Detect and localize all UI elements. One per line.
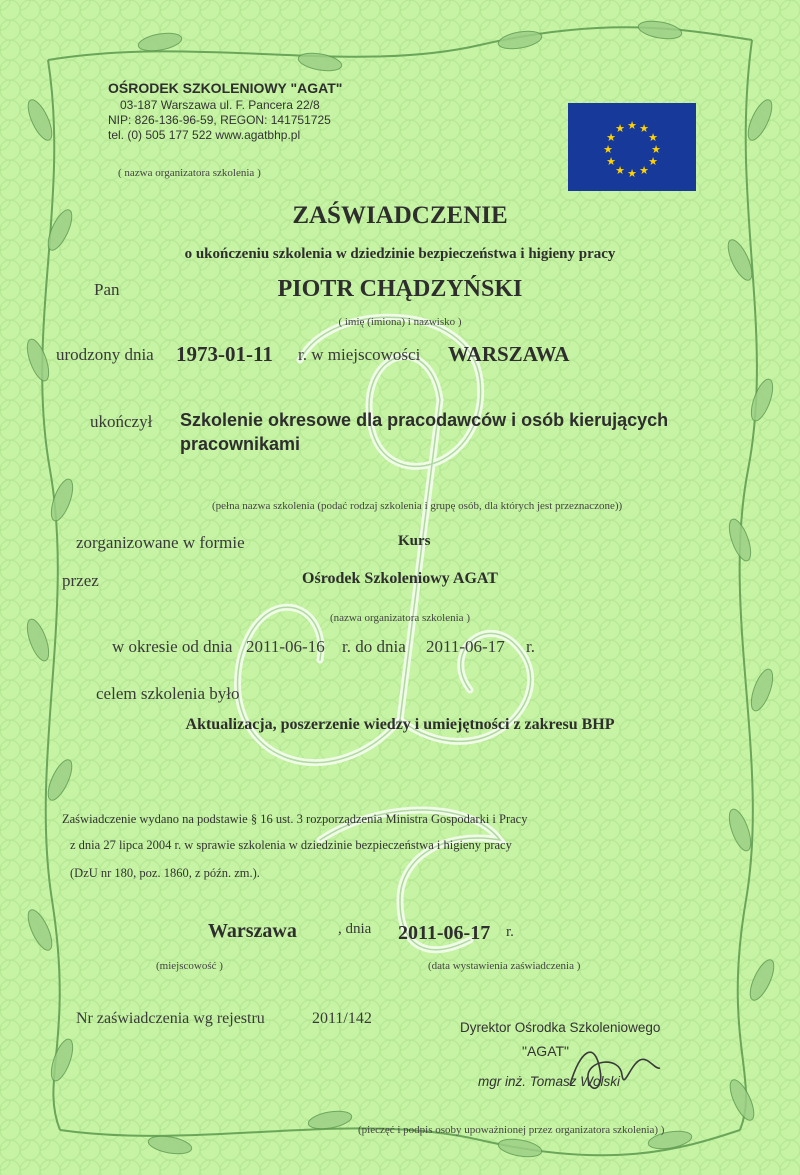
- svg-text:★: ★: [639, 164, 649, 177]
- organizer-name: OŚRODEK SZKOLENIOWY "AGAT": [108, 80, 343, 96]
- born-label: urodzony dnia: [56, 345, 154, 364]
- signature-caption: (pieczęć i podpis osoby upoważnionej przez organizatora szkolenia) ): [358, 1124, 665, 1136]
- issue-place-caption: (miejscowość ): [156, 960, 223, 972]
- svg-text:★: ★: [627, 119, 637, 132]
- registry-number: 2011/142: [312, 1010, 372, 1027]
- issue-place: Warszawa: [208, 920, 297, 942]
- person-name: PIOTR CHĄDZYŃSKI: [277, 276, 523, 302]
- svg-text:★: ★: [615, 164, 625, 177]
- period-to-label: r. do dnia: [342, 637, 406, 656]
- issue-date-suffix: r.: [506, 924, 514, 940]
- organizer-ids: NIP: 826-136-96-59, REGON: 141751725: [108, 113, 331, 127]
- goal-label: celem szkolenia było: [96, 684, 240, 703]
- signature-title-line1: Dyrektor Ośrodka Szkoleniowego: [460, 1020, 661, 1035]
- course-form: Kurs: [398, 533, 431, 549]
- issue-date: 2011-06-17: [398, 922, 491, 944]
- date-to: 2011-06-17: [426, 637, 505, 656]
- legal-line1: Zaświadczenie wydano na podstawie § 16 ust. 3 rozporządzenia Ministra Gospodarki i Pracy: [62, 812, 528, 826]
- svg-text:★: ★: [648, 155, 658, 168]
- svg-text:★: ★: [615, 122, 625, 135]
- course-name-line1: Szkolenie okresowe dla pracodawców i osób kierujących: [180, 410, 669, 430]
- course-name-line2: pracownikami: [180, 434, 301, 454]
- course-organizer: Ośrodek Szkoleniowy AGAT: [302, 570, 498, 587]
- by-label: przez: [62, 571, 99, 590]
- svg-text:★: ★: [603, 143, 613, 156]
- issue-date-label: , dnia: [338, 921, 372, 937]
- course-goal: Aktualizacja, poszerzenie wiedzy i umiejętności z zakresu BHP: [185, 716, 615, 733]
- birth-date: 1973-01-11: [176, 342, 273, 366]
- period-from-label: w okresie od dnia: [112, 637, 233, 656]
- salutation-label: Pan: [94, 280, 120, 299]
- period-end-label: r.: [526, 637, 535, 656]
- signature-title-line2: "AGAT": [522, 1043, 570, 1059]
- issue-date-caption: (data wystawienia zaświadczenia ): [428, 960, 581, 972]
- svg-text:★: ★: [606, 155, 616, 168]
- legal-line2: z dnia 27 lipca 2004 r. w sprawie szkolenia w dziedzinie bezpieczeństwa i higieny pracy: [70, 838, 512, 852]
- svg-text:★: ★: [648, 131, 658, 144]
- svg-text:★: ★: [606, 131, 616, 144]
- legal-line3: (DzU nr 180, poz. 1860, z późn. zm.).: [70, 866, 260, 880]
- signature-scribble-icon: [560, 1030, 670, 1100]
- completed-label: ukończył: [90, 412, 153, 431]
- date-from: 2011-06-16: [246, 637, 325, 656]
- form-label: zorganizowane w formie: [76, 533, 245, 552]
- svg-text:★: ★: [651, 143, 661, 156]
- organizer-contact: tel. (0) 505 177 522 www.agatbhp.pl: [108, 128, 301, 142]
- registry-label: Nr zaświadczenia wg rejestru: [76, 1010, 265, 1027]
- eu-flag-icon: [568, 103, 696, 191]
- birth-place-label: r. w miejscowości: [298, 345, 421, 364]
- organizer-address: 03-187 Warszawa ul. F. Pancera 22/8: [120, 98, 320, 112]
- certificate-title: ZAŚWIADCZENIE: [292, 202, 508, 229]
- person-name-caption: ( imię (imiona) i nazwisko ): [338, 316, 462, 328]
- svg-text:★: ★: [639, 122, 649, 135]
- course-name-caption: (pełna nazwa szkolenia (podać rodzaj szkolenia i grupę osób, dla których jest przeznaczone)): [212, 500, 623, 512]
- signature-name: mgr inż. Tomasz Wolski: [478, 1074, 621, 1089]
- certificate-subtitle: o ukończeniu szkolenia w dziedzinie bezpieczeństwa i higieny pracy: [184, 246, 616, 262]
- organizer-caption: ( nazwa organizatora szkolenia ): [118, 167, 261, 179]
- svg-text:★: ★: [627, 167, 637, 180]
- course-organizer-caption: (nazwa organizatora szkolenia ): [330, 612, 470, 624]
- birth-place: WARSZAWA: [448, 342, 570, 366]
